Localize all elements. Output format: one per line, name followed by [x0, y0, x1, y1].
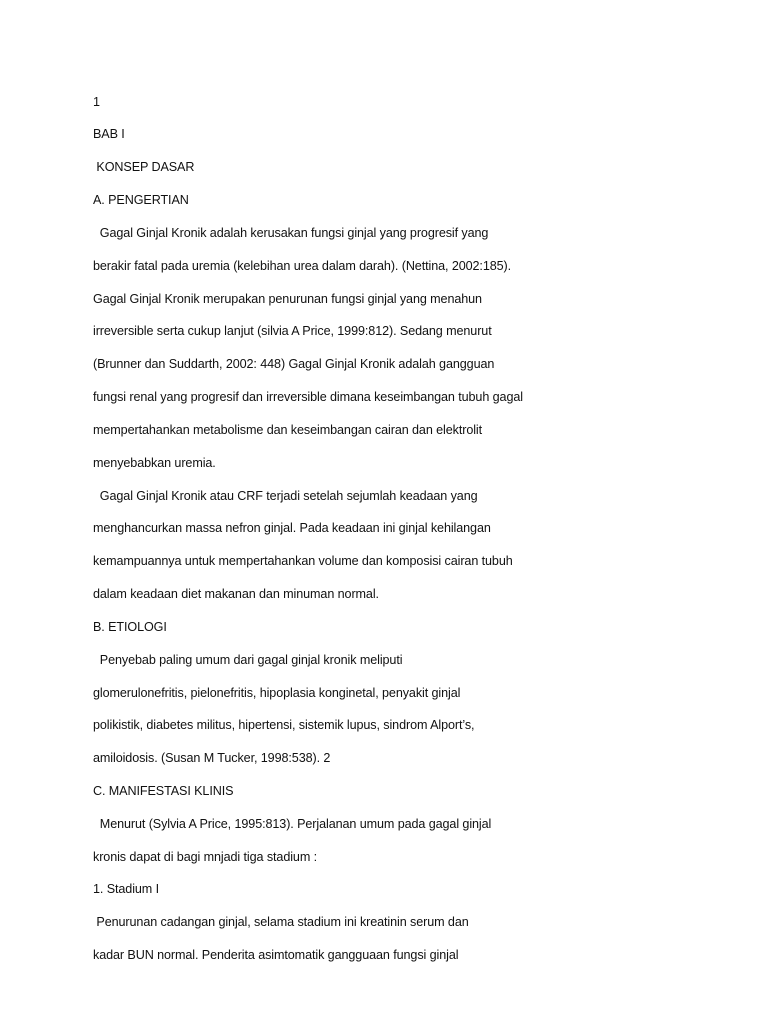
section-heading-etiologi: B. ETIOLOGI: [93, 620, 167, 634]
body-text-line: kadar BUN normal. Penderita asimtomatik gangguaan fungsi ginjal: [93, 948, 459, 962]
body-text-line: (Brunner dan Suddarth, 2002: 448) Gagal Ginjal Kronik adalah gangguan: [93, 357, 495, 371]
body-text-line: glomerulonefritis, pielonefritis, hipoplasia konginetal, penyakit ginjal: [93, 686, 461, 700]
body-text-line: dalam keadaan diet makanan dan minuman normal.: [93, 587, 379, 601]
body-text-line: Gagal Ginjal Kronik atau CRF terjadi setelah sejumlah keadaan yang: [93, 489, 478, 503]
body-text-line: amiloidosis. (Susan M Tucker, 1998:538). 2: [93, 751, 331, 765]
body-text-line: menghancurkan massa nefron ginjal. Pada keadaan ini ginjal kehilangan: [93, 521, 491, 535]
body-text-line: kronis dapat di bagi mnjadi tiga stadium :: [93, 850, 318, 864]
chapter-title: KONSEP DASAR: [93, 160, 195, 174]
body-text-line: Gagal Ginjal Kronik merupakan penurunan fungsi ginjal yang menahun: [93, 292, 482, 306]
body-text-line: fungsi renal yang progresif dan irreversible dimana keseimbangan tubuh gagal: [93, 390, 523, 404]
body-text-line: berakir fatal pada uremia (kelebihan urea dalam darah). (Nettina, 2002:185).: [93, 259, 512, 273]
body-text-line: polikistik, diabetes militus, hipertensi, sistemik lupus, sindrom Alport’s,: [93, 718, 475, 732]
body-text-line: Penyebab paling umum dari gagal ginjal kronik meliputi: [93, 653, 403, 667]
page-number: 1: [93, 95, 100, 109]
body-text-line: Gagal Ginjal Kronik adalah kerusakan fungsi ginjal yang progresif yang: [93, 226, 489, 240]
body-text-line: menyebabkan uremia.: [93, 456, 216, 470]
section-heading-manifestasi-klinis: C. MANIFESTASI KLINIS: [93, 784, 234, 798]
section-heading-pengertian: A. PENGERTIAN: [93, 193, 189, 207]
chapter-heading: BAB I: [93, 127, 125, 141]
body-text-line: Menurut (Sylvia A Price, 1995:813). Perjalanan umum pada gagal ginjal: [93, 817, 492, 831]
body-text-line: irreversible serta cukup lanjut (silvia A Price, 1999:812). Sedang menurut: [93, 324, 492, 338]
body-text-line: Penurunan cadangan ginjal, selama stadium ini kreatinin serum dan: [93, 915, 469, 929]
body-text-line: mempertahankan metabolisme dan keseimbangan cairan dan elektrolit: [93, 423, 483, 437]
body-text-line: kemampuannya untuk mempertahankan volume dan komposisi cairan tubuh: [93, 554, 513, 568]
subsection-heading-stadium-1: 1. Stadium I: [93, 882, 159, 896]
